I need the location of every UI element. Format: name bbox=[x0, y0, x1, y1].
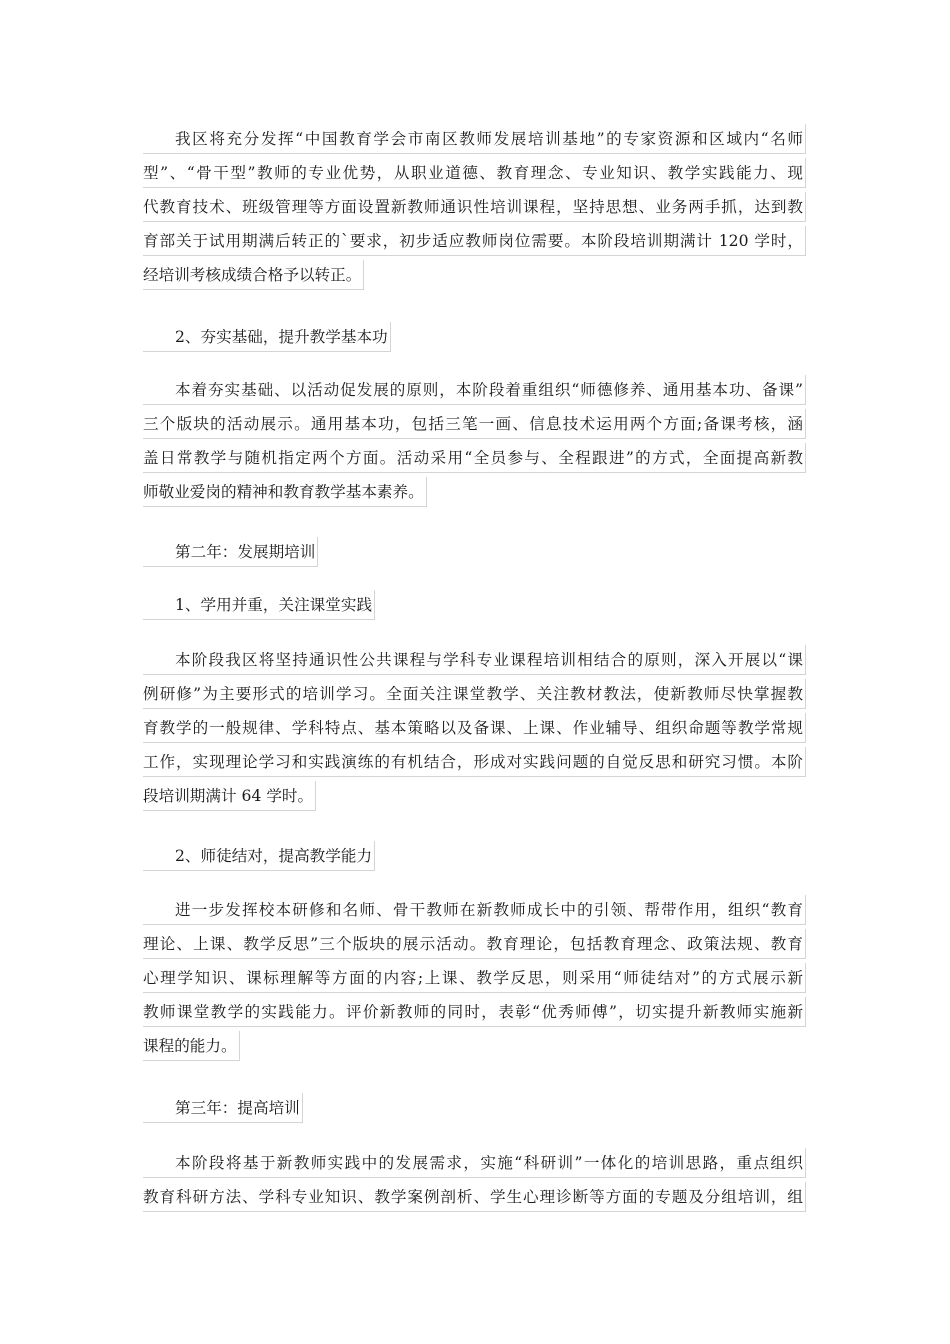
paragraph-line: 课程的能力。 bbox=[143, 1031, 806, 1065]
paragraph-line: 本着夯实基础、以活动促发展的原则，本阶段着重组织“师德修养、通用基本功、备课” bbox=[143, 375, 806, 409]
section-heading-5 bbox=[143, 1093, 806, 1127]
paragraph-2 bbox=[143, 375, 806, 511]
paragraph-line: 盖日常教学与随机指定两个方面。活动采用“全员参与、全程跟进”的方式，全面提高新教 bbox=[143, 443, 806, 477]
paragraph-line: 教育科研方法、学科专业知识、教学案例剖析、学生心理诊断等方面的专题及分组培训，组 bbox=[143, 1182, 806, 1216]
paragraph-line: 本阶段我区将坚持通识性公共课程与学科专业课程培训相结合的原则，深入开展以“课 bbox=[143, 645, 806, 679]
paragraph-line: 育部关于试用期满后转正的`要求，初步适应教师岗位需要。本阶段培训期满计 120 学时， bbox=[143, 226, 806, 260]
heading-line: 2、师徒结对，提高教学能力 bbox=[143, 841, 806, 875]
heading-line: 1、学用并重，关注课堂实践 bbox=[143, 590, 806, 624]
paragraph-line: 型”、“骨干型”教师的专业优势，从职业道德、教育理念、专业知识、教学实践能力、现 bbox=[143, 158, 806, 192]
paragraph-line: 经培训考核成绩合格予以转正。 bbox=[143, 260, 806, 294]
paragraph-3 bbox=[143, 645, 806, 815]
section-heading-2 bbox=[143, 537, 806, 571]
paragraph-line: 代教育技术、班级管理等方面设置新教师通识性培训课程，坚持思想、业务两手抓，达到教 bbox=[143, 192, 806, 226]
section-heading-4 bbox=[143, 841, 806, 875]
paragraph-5 bbox=[143, 1148, 806, 1216]
paragraph-line: 理论、上课、教学反思”三个版块的展示活动。教育理论，包括教育理念、政策法规、教育 bbox=[143, 929, 806, 963]
paragraph-1 bbox=[143, 124, 806, 294]
paragraph-line: 段培训期满计 64 学时。 bbox=[143, 781, 806, 815]
heading-line: 第二年：发展期培训 bbox=[143, 537, 806, 571]
paragraph-line: 我区将充分发挥“中国教育学会市南区教师发展培训基地”的专家资源和区域内“名师 bbox=[143, 124, 806, 158]
paragraph-line: 进一步发挥校本研修和名师、骨干教师在新教师成长中的引领、帮带作用，组织“教育 bbox=[143, 895, 806, 929]
paragraph-line: 本阶段将基于新教师实践中的发展需求，实施“科研训”一体化的培训思路，重点组织 bbox=[143, 1148, 806, 1182]
paragraph-line: 师敬业爱岗的精神和教育教学基本素养。 bbox=[143, 477, 806, 511]
heading-line: 2、夯实基础，提升教学基本功 bbox=[143, 322, 806, 356]
paragraph-line: 心理学知识、课标理解等方面的内容;上课、教学反思，则采用“师徒结对”的方式展示新 bbox=[143, 963, 806, 997]
paragraph-line: 教师课堂教学的实践能力。评价新教师的同时，表彰“优秀师傅”，切实提升新教师实施新 bbox=[143, 997, 806, 1031]
section-heading-3 bbox=[143, 590, 806, 624]
paragraph-line: 例研修”为主要形式的培训学习。全面关注课堂教学、关注教材教法，使新教师尽快掌握教 bbox=[143, 679, 806, 713]
section-heading-1 bbox=[143, 322, 806, 356]
paragraph-line: 工作，实现理论学习和实践演练的有机结合，形成对实践问题的自觉反思和研究习惯。本阶 bbox=[143, 747, 806, 781]
paragraph-line: 育教学的一般规律、学科特点、基本策略以及备课、上课、作业辅导、组织命题等教学常规 bbox=[143, 713, 806, 747]
heading-line: 第三年：提高培训 bbox=[143, 1093, 806, 1127]
paragraph-line: 三个版块的活动展示。通用基本功，包括三笔一画、信息技术运用两个方面;备课考核，涵 bbox=[143, 409, 806, 443]
paragraph-4 bbox=[143, 895, 806, 1065]
